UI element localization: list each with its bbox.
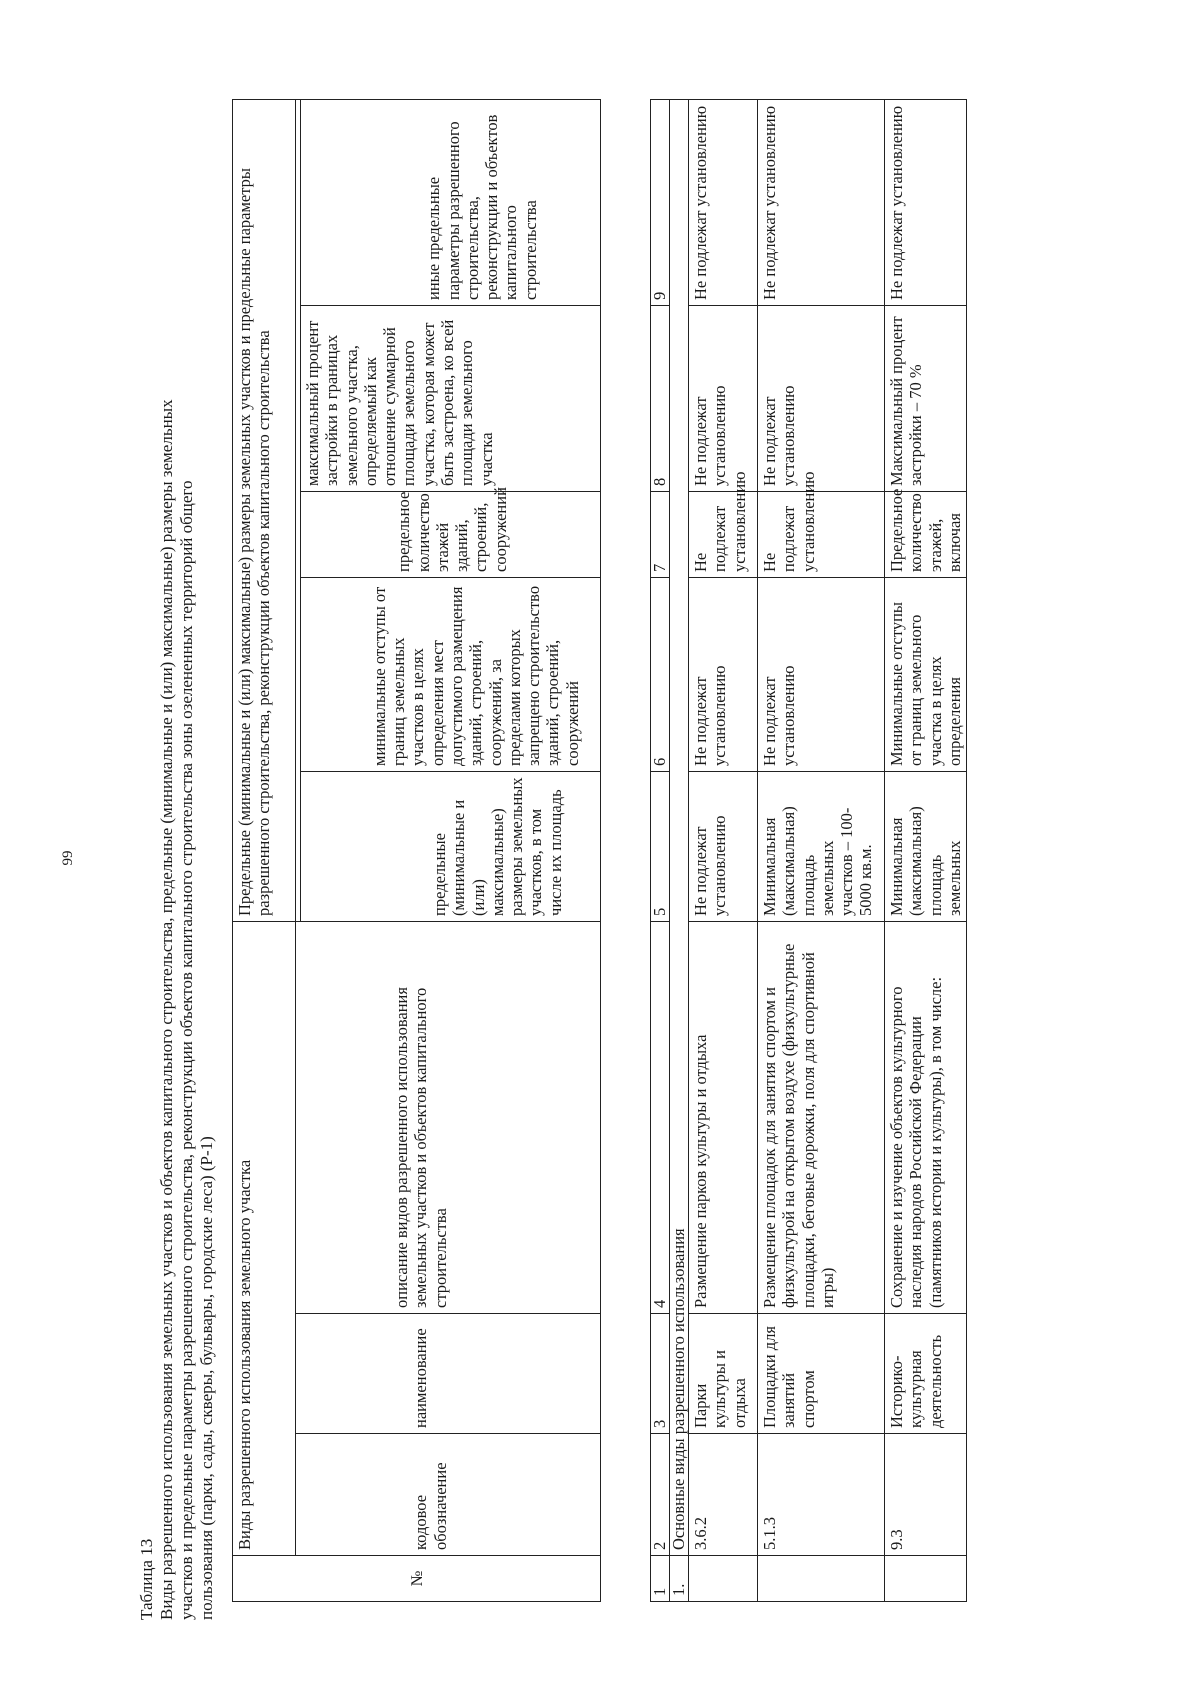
row-description: Сохранение и изучение объектов культурного наследия народов Российской Федерации (памятников истории и культуры), в том числе: [885,922,967,1314]
column-index: 9 [651,100,670,306]
row-description: Размещение парков культуры и отдыха [689,922,758,1314]
table-title-line: Виды разрешенного использования земельных участков и объектов капитального строительства, предельные (минимальные и (или) максимальные) размеры земельных [157,399,177,1620]
row-name: Парки культуры и отдыха [689,1314,758,1434]
row-code: 5.1.3 [758,1434,885,1556]
row-no [689,1556,758,1602]
table-header [232,99,601,1602]
column-index: 6 [651,578,670,772]
table-label: Таблица 13 [137,1538,156,1620]
column-index-row [651,100,670,1602]
table-row [689,100,758,1602]
row-floors: Не подлежат установлению [689,492,758,578]
row-area: Минимальная (максимальная) площадь земельных участков – 100-5000 кв.м. [758,772,885,922]
column-index: 5 [651,772,670,922]
header-limits: Предельные (минимальные и (или) максимальные) размеры земельных участков и предельные параметры разрешенного строительства, реконструкции объектов капитального строительства [233,99,296,921]
column-index: 2 [651,1434,670,1556]
row-coverage: Не подлежат установлению [689,306,758,492]
row-coverage: Не подлежат установлению [758,306,885,492]
header-use-types: Виды разрешенного использования земельного участка [233,921,296,1555]
row-other: Не подлежат установлению [758,100,885,306]
table-row [758,100,885,1602]
column-index: 7 [651,492,670,578]
header-setbacks: минимальные отступы от границ земельных участков в целях определения мест допустимого размещения зданий, строений, сооружений, за пределами которых запрещено строительство зданий, строений, сооружений [301,577,601,771]
header-description: описание видов разрешенного использования земельных участков и объектов капитального строительства [296,921,601,1313]
table-body [650,99,967,1602]
row-coverage: Максимальный процент застройки – 70 % [885,306,967,492]
row-area: Минимальная (максимальная) площадь земельных [885,772,967,922]
row-name: Историко-культурная деятельность [885,1314,967,1434]
column-index: 3 [651,1314,670,1434]
row-other: Не подлежат установлению [885,100,967,306]
header-area: предельные (минимальные и (или) максимальные) размеры земельных участков, в том числе их площадь [301,771,601,921]
header-name: наименование [296,1314,601,1434]
row-floors: Не подлежат установлению [758,492,885,578]
row-setbacks: Не подлежат установлению [758,578,885,772]
row-area: Не подлежат установлению [689,772,758,922]
table-caption [137,60,217,1620]
row-setbacks: Минимальные отступы от границ земельного участка в целях определения [885,578,967,772]
rotated-document [137,60,1067,1620]
section-title: Основные виды разрешенного использования [670,100,689,1556]
page-number: 99 [60,850,76,866]
section-row [670,100,689,1602]
table-title-line: участков и предельные параметры разрешенного строительства, реконструкции объектов капитального строительства зоны озелененных территорий общего [177,480,197,1620]
column-index: 8 [651,306,670,492]
header-floors: предельное количество этажей зданий, строений, сооружений [301,491,601,577]
header-code: кодовое обозначение [296,1434,601,1556]
row-description: Размещение площадок для занятия спортом и физкультурой на открытом воздухе (физкультурные площадки, беговые дорожки, поля для спортивной игры) [758,922,885,1314]
row-code: 3.6.2 [689,1434,758,1556]
header-other: иные предельные параметры разрешенного строительства, реконструкции и объектов капитального строительства [301,99,601,305]
table-title-line: пользования (парки, сады, скверы, бульвары, городские леса) (Р-1) [197,1136,217,1620]
row-setbacks: Не подлежат установлению [689,578,758,772]
row-code: 9.3 [885,1434,967,1556]
table-row [885,100,967,1602]
row-other: Не подлежат установлению [689,100,758,306]
header-no: № [233,1556,601,1602]
row-no [885,1556,967,1602]
column-index: 1 [651,1556,670,1602]
section-number: 1. [670,1556,689,1602]
row-name: Площадки для занятий спортом [758,1314,885,1434]
header-coverage: максимальный процент застройки в границах земельного участка, определяемый как отношение суммарной площади земельного участка, которая может быть застроена, ко всей площади земельного участка [301,305,601,491]
column-index: 4 [651,922,670,1314]
row-floors: Предельное количество этажей, включая [885,492,967,578]
row-no [758,1556,885,1602]
